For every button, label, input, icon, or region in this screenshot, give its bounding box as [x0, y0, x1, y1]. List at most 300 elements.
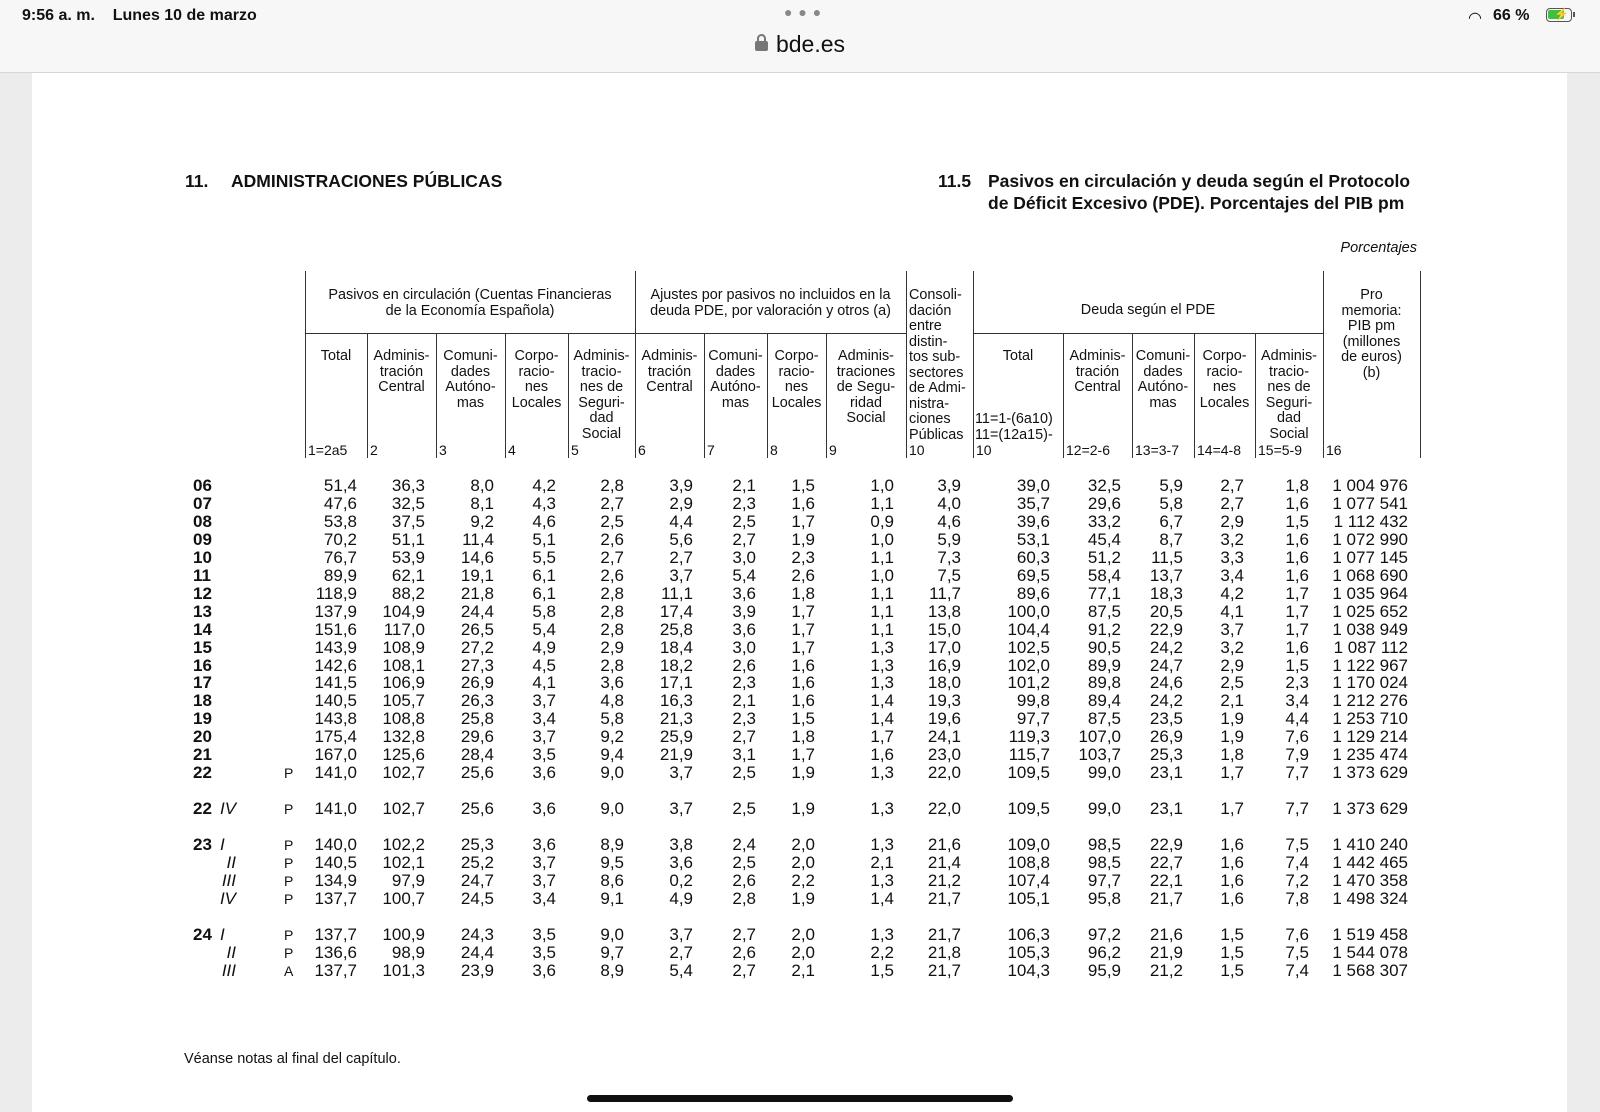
table-cell: 22,9: [1149, 619, 1183, 639]
table-cell: 137,7: [314, 961, 357, 980]
table-cell: 1,6: [1220, 871, 1244, 890]
table-cell: 5,9: [937, 529, 961, 549]
table-cell: 2,6: [732, 943, 756, 962]
table-cell: 21,7: [1149, 889, 1183, 908]
table-cell: 3,7: [669, 763, 693, 783]
row-label: [193, 763, 212, 783]
table-cell: 21,7: [927, 889, 961, 908]
table-row: [0, 835, 1600, 853]
table-cell: 4,2: [1220, 583, 1244, 603]
table-cell: 104,3: [1007, 961, 1050, 980]
table-cell: 9,2: [600, 727, 624, 747]
table-cell: 143,8: [314, 709, 357, 729]
table-cell: 2,2: [870, 943, 894, 962]
column-number: 15=5-9: [1258, 442, 1302, 458]
table-cell: 1 122 967: [1332, 655, 1408, 675]
table-cell: 2,0: [791, 853, 815, 872]
section-number: 11.: [185, 171, 209, 191]
table-cell: 2,1: [1220, 691, 1244, 711]
row-status-mark: P: [284, 873, 294, 889]
table-cell: 36,3: [391, 476, 425, 495]
table-cell: 1,7: [791, 511, 815, 531]
table-cell: 2,9: [1220, 511, 1244, 531]
table-cell: 4,4: [1285, 709, 1309, 729]
table-cell: 1 568 307: [1332, 961, 1408, 980]
row-year: 10: [193, 547, 212, 567]
table-cell: 3,6: [532, 961, 556, 980]
table-cell: 1,9: [791, 529, 815, 549]
table-cell: 3,7: [669, 925, 693, 944]
column-header: Corpo- racio- nes Locales: [771, 348, 822, 411]
table-cell: 21,8: [927, 943, 961, 962]
table-cell: 104,4: [1007, 619, 1050, 639]
table-cell: 53,9: [391, 547, 425, 567]
table-cell: 1,0: [870, 476, 894, 495]
table-cell: 1,0: [870, 565, 894, 585]
table-cell: 106,3: [1007, 925, 1050, 944]
table-cell: 11,7: [929, 583, 961, 603]
table-cell: 2,7: [600, 493, 624, 513]
table-cell: 2,8: [600, 619, 624, 639]
table-cell: 105,1: [1007, 889, 1050, 908]
table-cell: 18,4: [659, 637, 693, 657]
table-cell: 69,5: [1016, 565, 1050, 585]
table-cell: 15,0: [927, 619, 961, 639]
table-cell: 3,7: [532, 853, 556, 872]
group-header-deuda: Deuda según el PDE: [1080, 302, 1216, 318]
table-cell: 1 442 465: [1332, 853, 1408, 872]
table-cell: 9,5: [600, 853, 624, 872]
table-cell: 2,5: [1220, 673, 1244, 693]
footnote: Véanse notas al final del capítulo.: [184, 1051, 401, 1067]
table-cell: 108,9: [382, 637, 425, 657]
table-cell: 2,2: [791, 871, 815, 890]
table-row: [0, 566, 1600, 584]
table-cell: 1 077 145: [1332, 547, 1408, 567]
table-cell: 105,3: [1007, 943, 1050, 962]
column-number: 6: [638, 442, 646, 458]
table-cell: 1,3: [870, 799, 894, 818]
table-cell: 104,9: [382, 601, 425, 621]
table-cell: 1,1: [870, 601, 894, 621]
table-cell: 3,5: [532, 925, 556, 944]
row-quarter: III: [221, 961, 236, 980]
row-year: 20: [193, 727, 212, 747]
table-row: [0, 709, 1600, 727]
table-cell: 2,8: [600, 655, 624, 675]
row-label: [193, 799, 212, 819]
table-cell: 13,8: [927, 601, 961, 621]
table-cell: 11,1: [661, 583, 693, 603]
table-title-line2: de Déficit Excesivo (PDE). Porcentajes del PIB pm: [988, 193, 1405, 213]
column-header: Total: [1002, 348, 1034, 364]
row-year: 08: [193, 511, 212, 531]
table-cell: 2,5: [732, 853, 756, 872]
table-cell: 2,7: [732, 529, 756, 549]
table-cell: 125,6: [382, 745, 425, 765]
table-cell: 3,7: [1220, 619, 1244, 639]
table-cell: 98,5: [1087, 853, 1121, 872]
row-year: 23: [193, 835, 212, 854]
table-cell: 4,6: [937, 511, 961, 531]
row-year: 22: [193, 763, 212, 783]
table-cell: 22,9: [1149, 835, 1183, 854]
table-cell: 1 035 964: [1332, 583, 1408, 603]
table-cell: 21,6: [1149, 925, 1183, 944]
table-row: [0, 656, 1600, 674]
table-cell: 1 087 112: [1333, 637, 1408, 657]
table-cell: 1,1: [870, 493, 894, 513]
table-cell: 23,5: [1149, 709, 1183, 729]
table-cell: 1,1: [870, 547, 894, 567]
table-cell: 151,6: [314, 619, 357, 639]
table-cell: 89,6: [1016, 583, 1050, 603]
table-cell: 25,8: [460, 709, 494, 729]
table-cell: 107,4: [1007, 871, 1050, 890]
table-cell: 1,6: [1285, 547, 1309, 567]
table-cell: 102,7: [382, 763, 425, 783]
table-cell: 1 170 024: [1332, 673, 1408, 693]
table-cell: 25,3: [1149, 745, 1183, 765]
table-cell: 76,7: [323, 547, 357, 567]
table-cell: 53,8: [323, 511, 357, 531]
table-cell: 137,7: [314, 889, 357, 908]
table-cell: 1,6: [791, 691, 815, 711]
table-cell: 1,7: [1285, 619, 1309, 639]
table-cell: 24,5: [460, 889, 494, 908]
table-cell: 87,5: [1087, 601, 1121, 621]
table-cell: 1,5: [1220, 943, 1244, 962]
table-cell: 33,2: [1087, 511, 1121, 531]
table-cell: 5,1: [532, 529, 556, 549]
table-cell: 24,7: [1149, 655, 1183, 675]
table-cell: 23,1: [1149, 799, 1183, 818]
table-cell: 2,7: [732, 925, 756, 944]
table-cell: 1 544 078: [1332, 943, 1408, 962]
table-cell: 3,7: [669, 799, 693, 818]
table-cell: 9,0: [600, 925, 624, 944]
row-year: 18: [193, 691, 212, 711]
table-cell: 1,7: [791, 619, 815, 639]
table-cell: 2,1: [870, 853, 894, 872]
column-number: 8: [770, 442, 778, 458]
table-cell: 1,7: [791, 637, 815, 657]
table-cell: 1,6: [791, 493, 815, 513]
table-cell: 1,6: [1285, 493, 1309, 513]
table-cell: 96,2: [1087, 943, 1121, 962]
row-year: 11: [193, 565, 211, 585]
table-cell: 4,1: [532, 673, 556, 693]
table-cell: 29,6: [1087, 493, 1121, 513]
table-cell: 24,2: [1149, 637, 1183, 657]
row-year: 09: [193, 529, 212, 549]
table-cell: 117,0: [383, 619, 425, 639]
table-cell: 1,8: [1285, 476, 1309, 495]
table-cell: 140,0: [314, 835, 357, 854]
column-number: 9: [829, 442, 837, 458]
table-cell: 3,8: [669, 835, 693, 854]
table-cell: 51,4: [323, 476, 357, 495]
table-cell: 4,9: [669, 889, 693, 908]
table-cell: 87,5: [1087, 709, 1121, 729]
table-cell: 1 373 629: [1332, 799, 1408, 818]
table-cell: 5,4: [669, 961, 693, 980]
table-cell: 142,6: [314, 655, 357, 675]
column-number: 3: [439, 442, 447, 458]
table-cell: 3,6: [532, 835, 556, 854]
table-row: [0, 548, 1600, 566]
table-cell: 141,5: [314, 673, 357, 693]
table-cell: 3,6: [669, 853, 693, 872]
table-cell: 60,3: [1016, 547, 1050, 567]
table-cell: 5,8: [600, 709, 624, 729]
row-year: 16: [193, 655, 212, 675]
column-header: Corpo- racio- nes Locales: [1199, 348, 1250, 411]
table-cell: 21,3: [659, 709, 693, 729]
table-row: [0, 853, 1600, 871]
table-cell: 9,7: [600, 943, 624, 962]
table-cell: 1,6: [791, 673, 815, 693]
table-cell: 2,5: [732, 799, 756, 818]
table-cell: 137,9: [314, 601, 357, 621]
table-cell: 1,5: [1285, 511, 1309, 531]
table-cell: 2,9: [1220, 655, 1244, 675]
table-cell: 27,3: [460, 655, 494, 675]
table-cell: 89,8: [1087, 673, 1121, 693]
table-cell: 175,4: [314, 727, 357, 747]
table-cell: 2,6: [732, 655, 756, 675]
table-cell: 11,4: [462, 529, 494, 549]
table-cell: 3,5: [532, 943, 556, 962]
table-cell: 2,0: [791, 925, 815, 944]
table-cell: 2,7: [1220, 476, 1244, 495]
table-cell: 8,0: [470, 476, 494, 495]
table-cell: 2,6: [732, 871, 756, 890]
table-cell: 2,1: [732, 476, 756, 495]
table-cell: 2,0: [791, 835, 815, 854]
table-cell: 8,1: [470, 493, 494, 513]
table-cell: 5,5: [532, 547, 556, 567]
battery-percent: 66 %: [1493, 7, 1530, 24]
table-cell: 3,2: [1220, 529, 1244, 549]
table-cell: 21,8: [460, 583, 494, 603]
table-cell: 3,7: [532, 727, 556, 747]
table-cell: 1,9: [791, 889, 815, 908]
table-cell: 18,2: [659, 655, 693, 675]
table-cell: 18,3: [1149, 583, 1183, 603]
table-cell: 6,1: [532, 565, 556, 585]
table-cell: 109,0: [1007, 835, 1050, 854]
column-number: 1=2a5: [308, 442, 348, 458]
table-cell: 1,7: [791, 601, 815, 621]
table-cell: 98,5: [1087, 835, 1121, 854]
table-cell: 2,7: [732, 961, 756, 980]
more-icon[interactable]: ● ● ●: [784, 4, 823, 20]
table-cell: 1,7: [1220, 763, 1244, 783]
lock-icon: [755, 41, 768, 51]
url-text: bde.es: [775, 31, 846, 57]
column-header: Comuni- dades Autóno- mas: [443, 348, 498, 411]
table-cell: 5,8: [532, 601, 556, 621]
table-cell: 1 072 990: [1332, 529, 1408, 549]
table-cell: 7,3: [937, 547, 961, 567]
table-cell: 8,6: [600, 871, 624, 890]
table-cell: 22,7: [1149, 853, 1183, 872]
table-cell: 2,3: [732, 673, 756, 693]
table-cell: 8,7: [1159, 529, 1183, 549]
table-cell: 21,6: [927, 835, 961, 854]
table-cell: 51,2: [1087, 547, 1121, 567]
table-cell: 1,5: [1285, 655, 1309, 675]
table-cell: 18,0: [927, 673, 961, 693]
table-cell: 1,6: [1220, 853, 1244, 872]
table-cell: 21,4: [927, 853, 961, 872]
table-cell: 2,5: [600, 511, 624, 531]
units-label: Porcentajes: [1340, 240, 1417, 256]
browser-status-bar: [0, 0, 1600, 73]
table-cell: 3,4: [532, 709, 556, 729]
table-cell: 1,3: [870, 925, 894, 944]
table-cell: 1,5: [791, 709, 815, 729]
row-label: [193, 835, 212, 855]
table-cell: 7,6: [1285, 925, 1309, 944]
column-header: Adminis- tración Central: [373, 348, 430, 395]
address-bar[interactable]: [0, 31, 1600, 58]
table-cell: 2,8: [600, 601, 624, 621]
table-cell: 3,6: [732, 583, 756, 603]
table-cell: 99,8: [1016, 691, 1050, 711]
table-cell: 1,3: [870, 763, 894, 783]
table-cell: 89,9: [1087, 655, 1121, 675]
table-cell: 2,7: [669, 547, 693, 567]
table-cell: 27,2: [460, 637, 494, 657]
table-row: [0, 943, 1600, 961]
row-status-mark: P: [284, 891, 294, 907]
table-cell: 1,6: [1285, 529, 1309, 549]
group-header-ajustes: Ajustes por pasivos no incluidos en la deuda PDE, por valoración y otros (a): [650, 287, 891, 319]
column-header: Comuni- dades Autóno- mas: [708, 348, 763, 411]
table-row: [0, 512, 1600, 530]
table-cell: 1,4: [870, 691, 894, 711]
table-cell: 9,2: [470, 511, 494, 531]
table-cell: 2,4: [732, 835, 756, 854]
table-cell: 2,0: [791, 943, 815, 962]
table-cell: 2,1: [791, 961, 815, 980]
column-number: 4: [508, 442, 516, 458]
row-quarter: II: [226, 943, 236, 962]
table-cell: 7,8: [1285, 889, 1309, 908]
table-cell: 100,0: [1007, 601, 1050, 621]
table-cell: 1,5: [1220, 925, 1244, 944]
table-cell: 3,6: [532, 799, 556, 818]
table-cell: 28,4: [460, 745, 494, 765]
table-cell: 167,0: [314, 745, 357, 765]
battery-icon: ⚡: [1546, 8, 1572, 22]
table-cell: 1,9: [1220, 709, 1244, 729]
table-cell: 25,6: [460, 763, 494, 783]
table-row: [0, 871, 1600, 889]
table-row: [0, 494, 1600, 512]
table-cell: 4,6: [532, 511, 556, 531]
table-cell: 4,5: [532, 655, 556, 675]
table-cell: 2,1: [732, 691, 756, 711]
table-cell: 11,5: [1151, 547, 1183, 567]
column-header: Adminis- tración Central: [1069, 348, 1126, 395]
table-cell: 7,7: [1285, 799, 1309, 818]
table-cell: 107,0: [1078, 727, 1121, 747]
table-cell: 1,8: [1220, 745, 1244, 765]
table-cell: 143,9: [314, 637, 357, 657]
home-indicator[interactable]: [587, 1095, 1013, 1102]
table-cell: 37,5: [391, 511, 425, 531]
table-cell: 24,6: [1149, 673, 1183, 693]
table-cell: 136,6: [314, 943, 357, 962]
row-status-mark: P: [284, 765, 294, 782]
table-cell: 1,7: [1285, 583, 1309, 603]
table-cell: 14,6: [460, 547, 494, 567]
table-cell: 137,7: [314, 925, 357, 944]
group-rule: [973, 333, 1323, 334]
column-header: Adminis- traciones de Segu- ridad Social: [836, 348, 896, 426]
table-cell: 8,9: [600, 835, 624, 854]
column-number: 12=2-6: [1066, 442, 1110, 458]
table-cell: 1,3: [870, 655, 894, 675]
table-cell: 134,9: [314, 871, 357, 890]
table-cell: 100,9: [382, 925, 425, 944]
table-cell: 89,9: [323, 565, 357, 585]
table-cell: 53,1: [1016, 529, 1050, 549]
table-cell: 106,9: [382, 673, 425, 693]
table-cell: 1,3: [870, 871, 894, 890]
table-cell: 29,6: [460, 727, 494, 747]
table-cell: 1 470 358: [1332, 871, 1408, 890]
table-cell: 2,7: [600, 547, 624, 567]
row-year: 22: [193, 799, 212, 818]
table-cell: 103,7: [1078, 745, 1121, 765]
table-cell: 1,4: [870, 889, 894, 908]
table-cell: 19,3: [927, 691, 961, 711]
table-cell: 1,8: [791, 583, 815, 603]
row-quarter: II: [226, 853, 236, 872]
table-cell: 77,1: [1087, 583, 1121, 603]
table-cell: 21,9: [659, 745, 693, 765]
table-cell: 26,9: [460, 673, 494, 693]
table-cell: 0,9: [870, 511, 894, 531]
table-cell: 99,0: [1087, 799, 1121, 818]
table-cell: 2,3: [732, 709, 756, 729]
table-cell: 39,6: [1016, 511, 1050, 531]
table-cell: 141,0: [314, 763, 357, 783]
table-cell: 2,7: [1220, 493, 1244, 513]
table-cell: 99,0: [1087, 763, 1121, 783]
table-cell: 8,9: [600, 961, 624, 980]
table-cell: 1 212 276: [1332, 691, 1408, 711]
table-cell: 24,1: [927, 727, 961, 747]
table-cell: 5,8: [1159, 493, 1183, 513]
table-cell: 13,7: [1149, 565, 1183, 585]
table-cell: 26,5: [460, 619, 494, 639]
table-cell: 7,6: [1285, 727, 1309, 747]
table-cell: 2,6: [600, 529, 624, 549]
row-year: 06: [193, 476, 212, 495]
table-cell: 3,9: [669, 476, 693, 495]
table-cell: 95,8: [1087, 889, 1121, 908]
table-cell: 16,3: [659, 691, 693, 711]
table-cell: 4,1: [1220, 601, 1244, 621]
table-row: [0, 476, 1600, 494]
row-quarter: III: [221, 871, 236, 890]
table-cell: 21,2: [1149, 961, 1183, 980]
